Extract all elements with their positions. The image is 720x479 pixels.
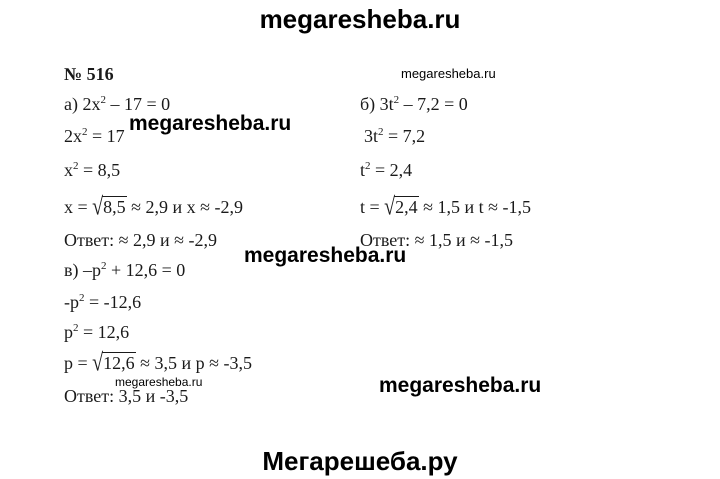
exponent: 2 [378,126,384,138]
part-a-l4-rest: ≈ 2,9 и x ≈ -2,9 [126,197,244,217]
radical-icon: √ [92,193,104,221]
part-v-l4-rest: ≈ 3,5 и p ≈ -3,5 [135,353,253,373]
part-a-l4-text: x = [64,197,93,217]
part-v-l1-text: в) –p [64,260,101,280]
part-v-answer: Ответ: 3,5 и -3,5 [64,386,189,406]
part-a-solution [64,193,244,221]
part-b-l4-text: t = [360,197,385,217]
part-a-l1-text: а) 2x [64,94,101,114]
part-v-solution [64,349,253,377]
exponent: 2 [73,160,79,172]
part-b-equation [360,94,468,115]
exponent: 2 [393,94,400,106]
watermark-lower-small: megaresheba.ru [115,375,203,389]
problem-number: № 516 [64,64,114,84]
part-b-l4-rest: ≈ 1,5 и t ≈ -1,5 [418,197,532,217]
radical-icon: √ [384,193,396,221]
part-b-l1-text: б) 3t [360,94,394,114]
square-root [384,193,418,221]
part-b-l3-rest: = 2,4 [370,160,413,180]
exponent: 2 [100,94,106,106]
part-b-answer: Ответ: ≈ 1,5 и ≈ -1,5 [360,230,513,250]
part-b-l2-rest: = 7,2 [383,126,426,146]
watermark-bottom: Мегарешеба.ру [262,446,458,476]
radical-icon: √ [92,349,104,377]
part-v-l3-rest: = 12,6 [78,322,130,342]
part-a-l2-text: 2x [64,126,82,146]
exponent: 2 [101,260,107,272]
part-a-l3-rest: = 8,5 [78,160,121,180]
part-b-step-2 [360,160,412,181]
part-v-l4-text: p = [64,353,93,373]
watermark-upper-right: megaresheba.ru [401,66,496,81]
watermark-lower-right: megaresheba.ru [379,374,542,397]
exponent: 2 [73,322,79,334]
part-v-l1-rest: + 12,6 = 0 [106,260,186,280]
part-a-answer: Ответ: ≈ 2,9 и ≈ -2,9 [64,230,217,250]
exponent: 2 [365,160,371,172]
part-b-l3-text: t [360,160,366,180]
watermark-top: megaresheba.ru [259,4,461,34]
square-root [92,349,135,377]
part-a-l1-rest: – 17 = 0 [105,94,171,114]
part-v-l2-rest: = -12,6 [84,292,142,312]
part-v-l2-text: -p [64,292,79,312]
exponent: 2 [79,292,85,304]
radicand: 2,4 [395,197,418,217]
part-b-l1-rest: – 7,2 = 0 [399,94,468,114]
radicand: 12,6 [103,353,135,373]
part-v-step-2 [64,322,129,343]
part-b-solution [360,193,532,221]
part-a-step-2 [64,160,120,181]
square-root [92,193,126,221]
part-a-l2-rest: = 17 [87,126,125,146]
watermark-center: megaresheba.ru [244,244,407,267]
part-v-equation [64,260,185,281]
exponent: 2 [82,126,88,138]
part-a-l3-text: x [64,160,73,180]
radicand: 8,5 [103,197,126,217]
part-b-l2-text: 3t [364,126,379,146]
part-b-step-1 [364,126,425,147]
part-v-step-1 [64,292,141,313]
part-v-l3-text: p [64,322,73,342]
watermark-left-mid: megaresheba.ru [129,112,292,135]
part-a-step-1 [64,126,125,147]
